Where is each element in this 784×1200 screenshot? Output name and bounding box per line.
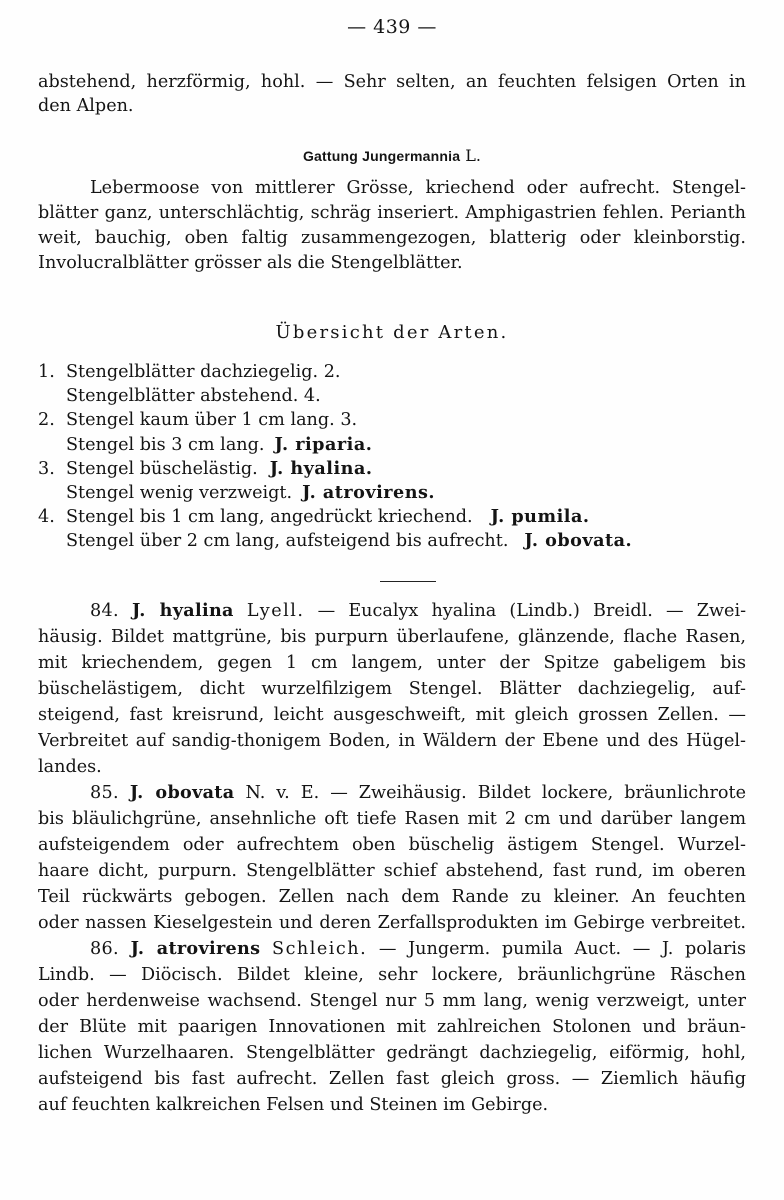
key-number: 3. <box>38 458 55 479</box>
text-line: abstehend, herzförmig, hohl. — Sehr selten, an feuchten felsigen Orten in <box>38 72 746 92</box>
entry-number: 84. <box>90 601 119 621</box>
key-species: J. obovata. <box>524 530 633 552</box>
text-line: mit kriechendem, gegen 1 cm langem, unter der Spitze gabeligem bis <box>38 653 746 673</box>
key-title: Übersicht der Arten. <box>275 322 509 343</box>
genus-name: Gattung Jungermannia <box>302 148 461 164</box>
page-number: — 439 — <box>347 16 437 38</box>
text-line: lichen Wurzelhaaren. Stengelblätter gedrängt dachziegelig, eiförmig, hohl, <box>38 1043 746 1063</box>
entry-species: J. atrovirens <box>130 938 261 959</box>
intro-paragraph <box>38 70 746 118</box>
key-row <box>38 433 746 457</box>
key-text: Stengel bis 1 cm lang, angedrückt kriechend. <box>66 507 473 528</box>
entry-author: Lyell. <box>246 601 305 621</box>
entry-first-line <box>38 598 746 624</box>
divider-rule <box>380 581 436 582</box>
entry-author: N. v. E. <box>245 783 320 803</box>
key-species: J. hyalina. <box>269 457 373 479</box>
genus-heading <box>0 146 784 165</box>
entry-species: J. hyalina <box>132 600 234 621</box>
species-entry <box>38 598 746 780</box>
key-row <box>38 360 746 384</box>
text-line: blätter ganz, unterschlächtig, schräg inseriert. Amphigastrien fehlen. Perianth <box>38 203 746 223</box>
key-text: Stengelblätter abstehend. 4. <box>66 386 321 407</box>
key-row <box>38 384 746 408</box>
key-row <box>38 505 746 529</box>
text-line: büschelästigem, dicht wurzelfilzigem Stengel. Blätter dachziegelig, auf- <box>38 679 746 699</box>
key-row <box>38 408 746 432</box>
key-species: J. pumila. <box>490 506 590 528</box>
entry-first-line <box>38 780 746 806</box>
key-number: 1. <box>38 362 55 382</box>
key-number <box>38 433 66 457</box>
text-line: häusig. Bildet mattgrüne, bis purpurn überlaufene, glänzende, flache Rasen, <box>38 627 746 647</box>
genus-description <box>38 176 746 276</box>
species-key <box>38 360 746 554</box>
text-line: oder nassen Kieselgestein und deren Zerfallsprodukten im Gebirge verbreitet. <box>38 913 746 933</box>
text-line: Lindb. — Diöcisch. Bildet kleine, sehr lockere, bräunlichgrüne Räschen <box>38 965 746 985</box>
entry-number: 86. <box>90 939 119 959</box>
text-line: bis bläulichgrüne, ansehnliche oft tiefe Rasen mit 2 cm und darüber langem <box>38 809 746 829</box>
key-text: Stengelblätter dachziegelig. 2. <box>66 362 341 382</box>
text-line: Teil rückwärts gebogen. Zellen nach dem Rande zu kleiner. An feuchten <box>38 887 746 907</box>
key-number: 2. <box>38 410 55 431</box>
text-line: Involucralblätter grösser als die Stengelblätter. <box>38 253 463 273</box>
key-species: J. atrovirens. <box>302 482 436 504</box>
key-number: 4. <box>38 507 55 528</box>
text-line: oder herdenweise wachsend. Stengel nur 5 mm lang, wenig verzweigt, unter <box>38 991 746 1011</box>
text-line: landes. <box>38 757 102 777</box>
text-line: weit, bauchig, oben faltig zusammengezogen, blatterig oder kleinborstig. <box>38 228 746 248</box>
text-line: der Blüte mit paarigen Innovationen mit zahlreichen Stolonen und bräun- <box>38 1017 746 1037</box>
species-entry <box>38 780 746 936</box>
key-text: Stengel über 2 cm lang, aufsteigend bis aufrecht. <box>66 531 509 552</box>
text-line: den Alpen. <box>38 96 134 116</box>
text-line: steigend, fast kreisrund, leicht ausgeschweift, mit gleich grossen Zellen. — <box>38 705 746 725</box>
text-line: Verbreitet auf sandig-thonigem Boden, in Wäldern der Ebene und des Hügel- <box>38 731 746 751</box>
key-row <box>38 481 746 505</box>
key-text: Stengel büschelästig. <box>66 458 258 479</box>
text-line: haare dicht, purpurn. Stengelblätter schief abstehend, fast rund, im oberen <box>38 861 746 881</box>
entry-number: 85. <box>90 783 119 803</box>
genus-author: L. <box>465 146 482 165</box>
key-row <box>38 529 746 553</box>
entry-author: Schleich. <box>272 939 368 959</box>
entry-species: J. obovata <box>129 782 235 803</box>
entry-first-line <box>38 936 746 962</box>
key-text: Stengel wenig verzweigt. <box>66 483 293 504</box>
text-line: aufsteigendem oder aufrechtem oben büschelig ästigem Stengel. Wurzel- <box>38 835 746 855</box>
species-entry <box>38 936 746 1118</box>
key-text: Stengel bis 3 cm lang. <box>66 434 265 455</box>
key-number <box>38 481 66 505</box>
key-text: Stengel kaum über 1 cm lang. 3. <box>66 410 358 431</box>
species-entries <box>38 598 746 1118</box>
entry-text: — Zweihäusig. Bildet lockere, bräunlichrote <box>330 783 746 803</box>
entry-text: — Jungerm. pumila Auct. — J. polaris <box>378 939 746 959</box>
key-row <box>38 457 746 481</box>
key-number <box>38 384 66 408</box>
text-line: auf feuchten kalkreichen Felsen und Steinen im Gebirge. <box>38 1095 549 1115</box>
text-line: aufsteigend bis fast aufrecht. Zellen fast gleich gross. — Ziemlich häufig <box>38 1069 746 1089</box>
entry-text: — Eucalyx hyalina (Lindb.) Breidl. — Zwei- <box>317 601 746 621</box>
key-species: J. riparia. <box>274 433 373 455</box>
text-line: Lebermoose von mittlerer Grösse, kriechend oder aufrecht. Stengel- <box>90 178 746 198</box>
key-number <box>38 529 66 553</box>
